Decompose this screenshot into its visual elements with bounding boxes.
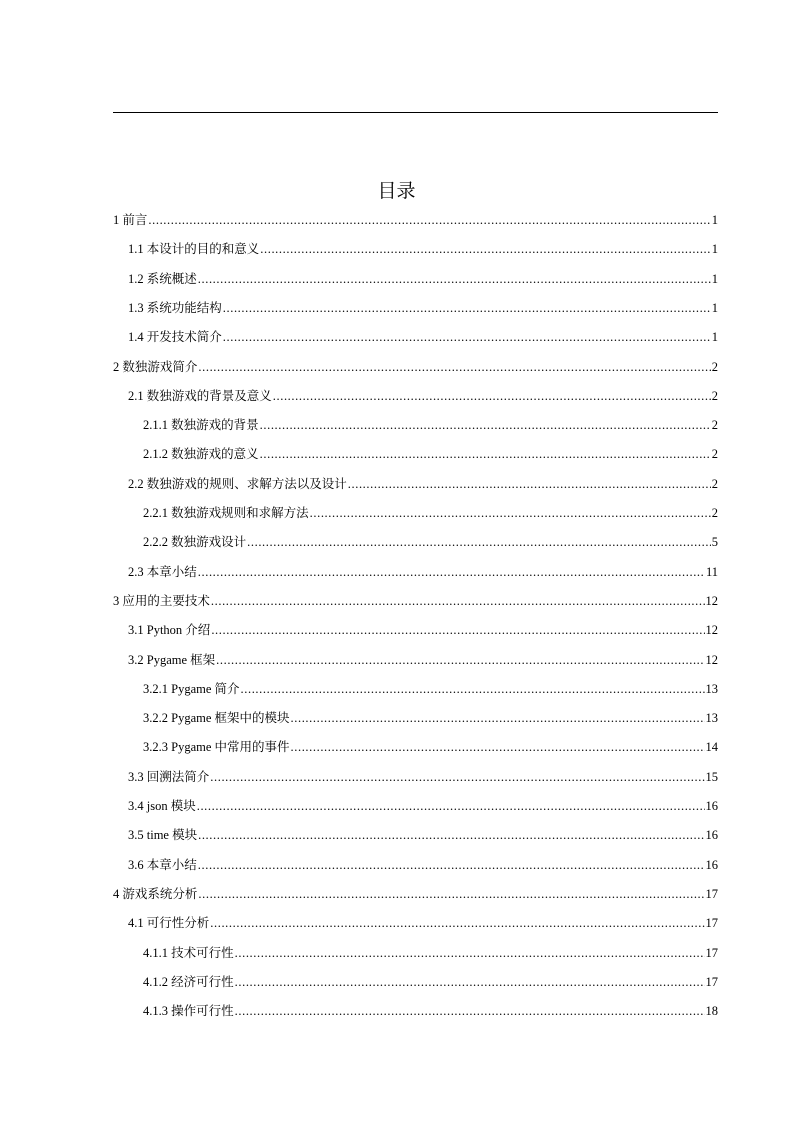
toc-dot-leader — [198, 557, 705, 587]
toc-dot-leader — [291, 732, 705, 762]
toc-dot-leader — [148, 205, 710, 235]
toc-entry-label: 3.5 time 模块 — [128, 828, 198, 843]
toc-entry-label: 4.1.1 技术可行性 — [143, 945, 234, 960]
toc-entry-label: 1 前言 — [113, 213, 148, 227]
toc-entry-label: 2.3 本章小结 — [128, 564, 197, 579]
toc-dot-leader — [198, 352, 710, 382]
toc-dot-leader — [247, 527, 711, 557]
toc-entry[interactable] — [143, 410, 718, 440]
toc-entry[interactable] — [113, 586, 718, 616]
toc-dot-leader — [241, 674, 705, 704]
toc-dot-leader — [291, 703, 705, 733]
toc-entry-label: 2.2.2 数独游戏设计 — [143, 535, 247, 550]
toc-dot-leader — [211, 586, 705, 616]
toc-entry[interactable] — [128, 645, 718, 675]
toc-entry[interactable] — [143, 732, 718, 762]
toc-entry-page: 17 — [705, 974, 718, 989]
toc-entry-page: 1 — [711, 271, 718, 286]
toc-entry-label: 1.2 系统概述 — [128, 271, 197, 286]
toc-entry-page: 12 — [705, 623, 718, 638]
toc-entry[interactable] — [128, 615, 718, 645]
toc-entry-page: 11 — [705, 564, 718, 579]
toc-entry-label: 3.6 本章小结 — [128, 857, 197, 872]
toc-entry[interactable] — [128, 762, 718, 792]
toc-entry-label: 3.2.3 Pygame 中常用的事件 — [143, 740, 290, 755]
toc-entry-page: 14 — [705, 740, 718, 755]
toc-entry-label: 3 应用的主要技术 — [113, 593, 210, 608]
toc-entry-page: 13 — [705, 711, 718, 726]
toc-entry-page: 12 — [705, 652, 718, 667]
toc-entry-label: 3.2 Pygame 框架 — [128, 652, 216, 667]
toc-dot-leader — [211, 615, 704, 645]
toc-entry-page: 2 — [711, 447, 718, 462]
toc-dot-leader — [260, 439, 711, 469]
toc-entry[interactable] — [143, 498, 718, 528]
toc-dot-leader — [198, 850, 705, 880]
toc-entry-page: 16 — [705, 828, 718, 843]
toc-entry-label: 4 游戏系统分析 — [113, 886, 198, 901]
toc-entry[interactable] — [128, 557, 718, 587]
toc-entry[interactable] — [143, 996, 718, 1026]
toc-dot-leader — [198, 264, 711, 294]
toc-entry[interactable] — [128, 322, 718, 352]
toc-entry-page: 12 — [705, 593, 718, 608]
toc-entry-page: 5 — [711, 535, 718, 550]
toc-entry[interactable] — [143, 674, 718, 704]
toc-entry[interactable] — [128, 469, 718, 499]
toc-dot-leader — [216, 645, 704, 675]
toc-entry[interactable] — [143, 703, 718, 733]
toc-entry[interactable] — [128, 381, 718, 411]
toc-dot-leader — [310, 498, 711, 528]
toc-entry[interactable] — [143, 527, 718, 557]
toc-entry[interactable] — [143, 938, 718, 968]
toc-entry-label: 3.2.1 Pygame 简介 — [143, 681, 240, 696]
toc-entry-label: 2.1.1 数独游戏的背景 — [143, 418, 259, 433]
toc-entry-page: 2 — [711, 388, 718, 403]
toc-dot-leader — [223, 293, 711, 323]
toc-dot-leader — [348, 469, 711, 499]
toc-entry-page: 2 — [711, 476, 718, 491]
toc-dot-leader — [210, 762, 704, 792]
toc-entry-label: 2 数独游戏简介 — [113, 359, 198, 374]
toc-entry-page: 17 — [705, 945, 718, 960]
toc-entry[interactable] — [128, 791, 718, 821]
toc-dot-leader — [235, 938, 705, 968]
toc-entry-page: 17 — [705, 916, 718, 931]
toc-dot-leader — [198, 879, 704, 909]
toc-entry-label: 4.1.2 经济可行性 — [143, 974, 234, 989]
toc-entry[interactable] — [143, 439, 718, 469]
toc-entry-page: 1 — [711, 242, 718, 257]
toc-entry-page: 2 — [711, 506, 718, 520]
toc-entry-page: 16 — [705, 857, 718, 872]
toc-entry[interactable] — [143, 967, 718, 997]
toc-entry-label: 1.3 系统功能结构 — [128, 300, 222, 315]
toc-dot-leader — [235, 996, 705, 1026]
toc-entry-label: 2.1.2 数独游戏的意义 — [143, 447, 259, 462]
toc-entry-page: 2 — [711, 418, 718, 433]
toc-entry-label: 4.1.3 操作可行性 — [143, 1004, 234, 1019]
toc-entry[interactable] — [113, 879, 718, 909]
toc-entry[interactable] — [128, 264, 718, 294]
toc-entry-label: 1.1 本设计的目的和意义 — [128, 242, 260, 257]
toc-dot-leader — [210, 908, 704, 938]
toc-entry-page: 18 — [705, 1004, 718, 1019]
toc-entry-label: 2.1 数独游戏的背景及意义 — [128, 388, 272, 403]
toc-entry[interactable] — [128, 293, 718, 323]
toc-dot-leader — [223, 322, 711, 352]
toc-entry[interactable] — [128, 234, 718, 264]
toc-entry-label: 3.4 json 模块 — [128, 799, 196, 813]
toc-dot-leader — [197, 791, 705, 821]
toc-title: 目录 — [377, 180, 416, 202]
toc-entry-label: 2.2 数独游戏的规则、求解方法以及设计 — [128, 476, 347, 491]
toc-dot-leader — [260, 234, 710, 264]
toc-entry[interactable] — [128, 908, 718, 938]
toc-entry[interactable] — [128, 820, 718, 850]
toc-dot-leader — [198, 820, 704, 850]
toc-entry-label: 3.2.2 Pygame 框架中的模块 — [143, 711, 290, 726]
toc-entry-page: 17 — [705, 886, 718, 901]
toc-entry-label: 3.3 回溯法简介 — [128, 769, 210, 784]
toc-entry-page: 1 — [711, 213, 718, 227]
toc-entry-label: 2.2.1 数独游戏规则和求解方法 — [143, 506, 309, 520]
toc-entry[interactable] — [113, 205, 718, 235]
toc-entry-page: 2 — [711, 359, 718, 374]
toc-dot-leader — [235, 967, 705, 997]
header-rule — [113, 112, 718, 113]
toc-entry-page: 13 — [705, 681, 718, 696]
toc-entry-label: 3.1 Python 介绍 — [128, 623, 211, 638]
toc-entry[interactable] — [128, 850, 718, 880]
toc-dot-leader — [273, 381, 711, 411]
toc-entry-page: 1 — [711, 330, 718, 345]
toc-entry-label: 4.1 可行性分析 — [128, 916, 210, 931]
toc-entry[interactable] — [113, 352, 718, 382]
toc-entry-page: 15 — [705, 769, 718, 784]
toc-dot-leader — [260, 410, 711, 440]
toc-entry-page: 1 — [711, 300, 718, 315]
toc-entry-page: 16 — [705, 799, 718, 813]
toc-entry-label: 1.4 开发技术简介 — [128, 330, 222, 345]
